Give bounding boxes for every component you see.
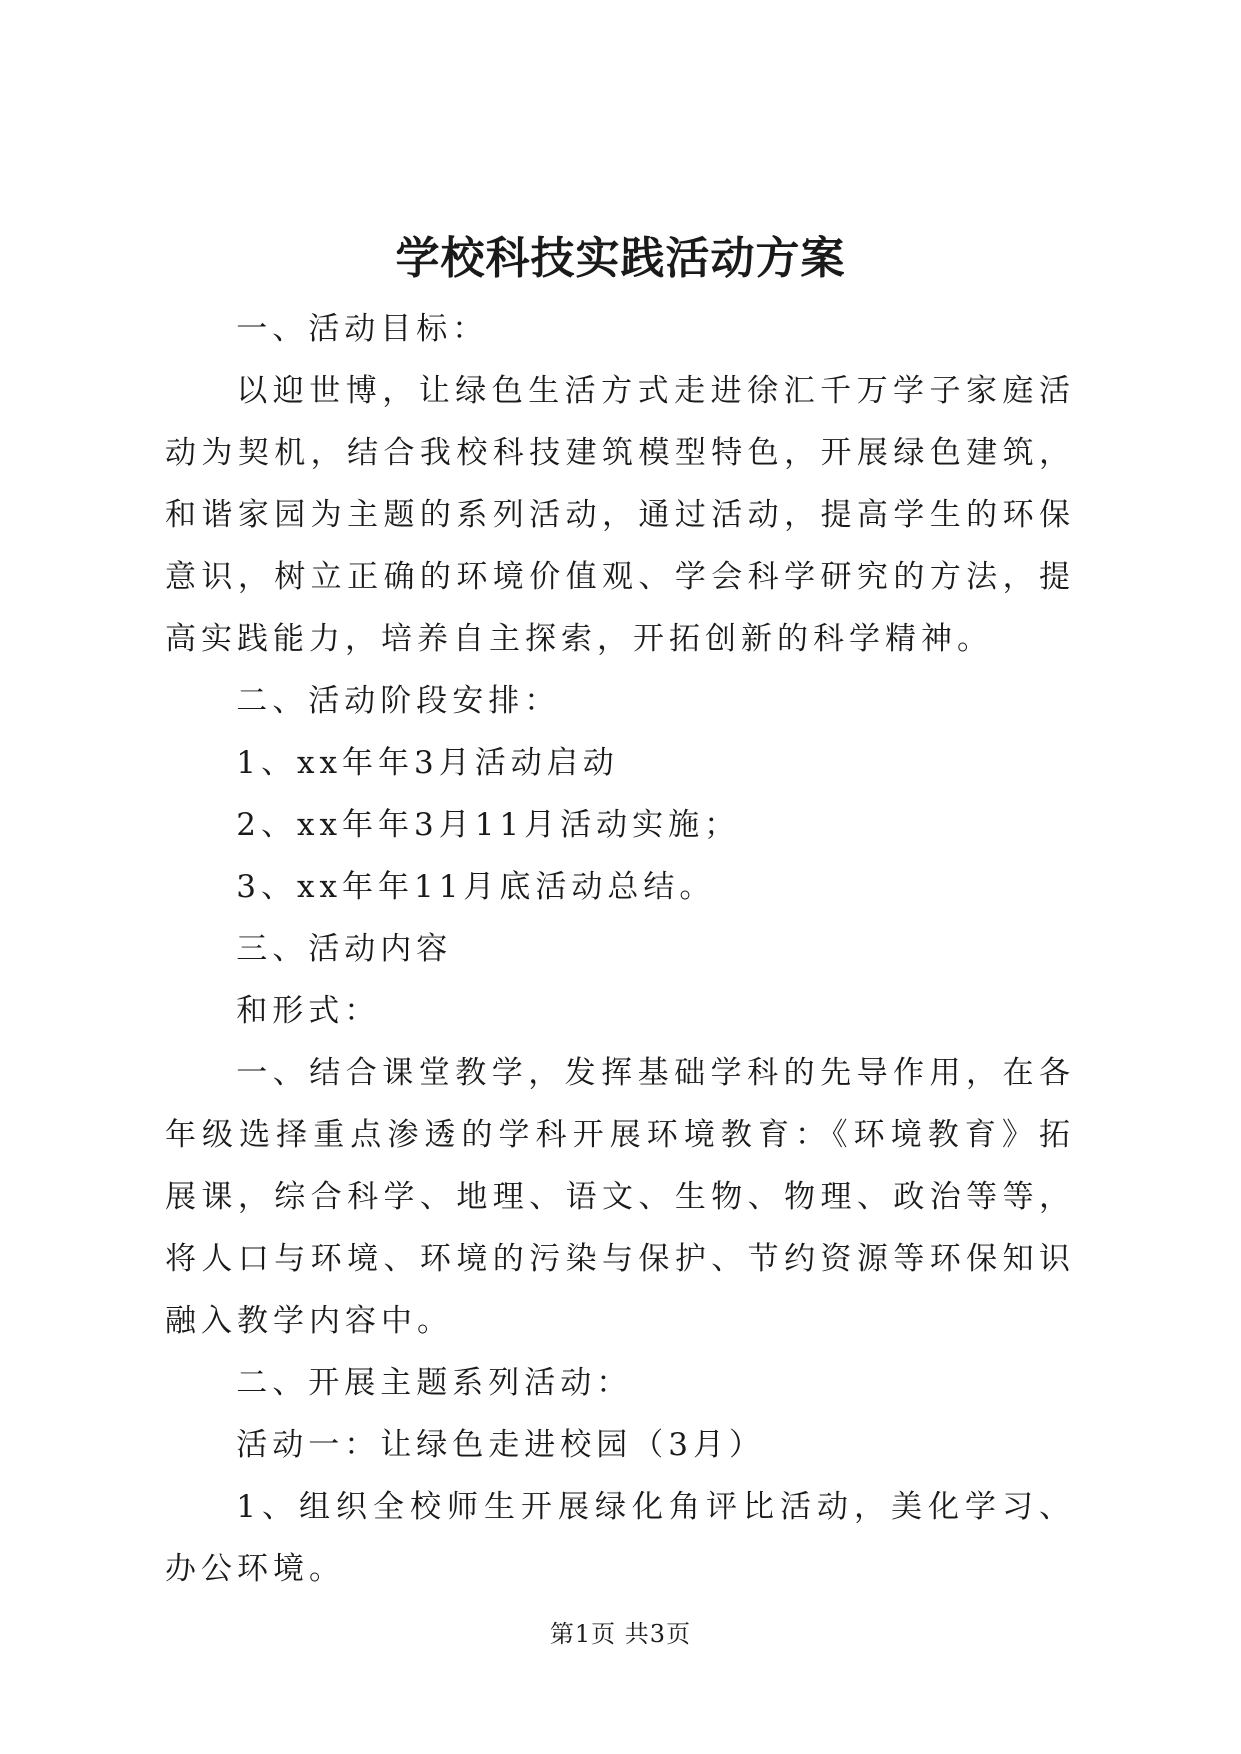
section-heading-activities: 二、开展主题系列活动： [236, 1365, 633, 1401]
section-heading-goals: 一、活动目标： [236, 311, 489, 347]
page-footer: 第1页 共3页 [549, 1620, 692, 1648]
activity-one-item-1: 1、组织全校师生开展绿化角评比活动，美化学习、办公环境。 [165, 1489, 1075, 1587]
schedule-item-1: 1、xx年年3月活动启动 [236, 745, 619, 781]
schedule-item-3: 3、xx年年11月底活动总结。 [236, 869, 716, 905]
document-body [165, 298, 1075, 1600]
activity-one-heading: 活动一：让绿色走进校园（3月） [236, 1427, 766, 1463]
schedule-item-2: 2、xx年年3月11月活动实施； [236, 807, 741, 843]
section-heading-content-cont: 和形式： [236, 993, 381, 1029]
paragraph-classroom: 一、结合课堂教学，发挥基础学科的先导作用，在各年级选择重点渗透的学科开展环境教育：《环境教育》拓展课，综合科学、地理、语文、生物、物理、政治等等，将人口与环境、环境的污染与保护、节约资源等环保知识融入教学内容中。 [165, 1055, 1075, 1339]
section-heading-schedule: 二、活动阶段安排： [236, 683, 561, 719]
section-heading-content: 三、活动内容 [236, 931, 453, 967]
paragraph-goals: 以迎世博，让绿色生活方式走进徐汇千万学子家庭活动为契机，结合我校科技建筑模型特色，开展绿色建筑，和谐家园为主题的系列活动，通过活动，提高学生的环保意识，树立正确的环境价值观、学会科学研究的方法，提高实践能力，培养自主探索，开拓创新的科学精神。 [165, 373, 1075, 657]
document-title: 学校科技实践活动方案 [395, 233, 846, 284]
